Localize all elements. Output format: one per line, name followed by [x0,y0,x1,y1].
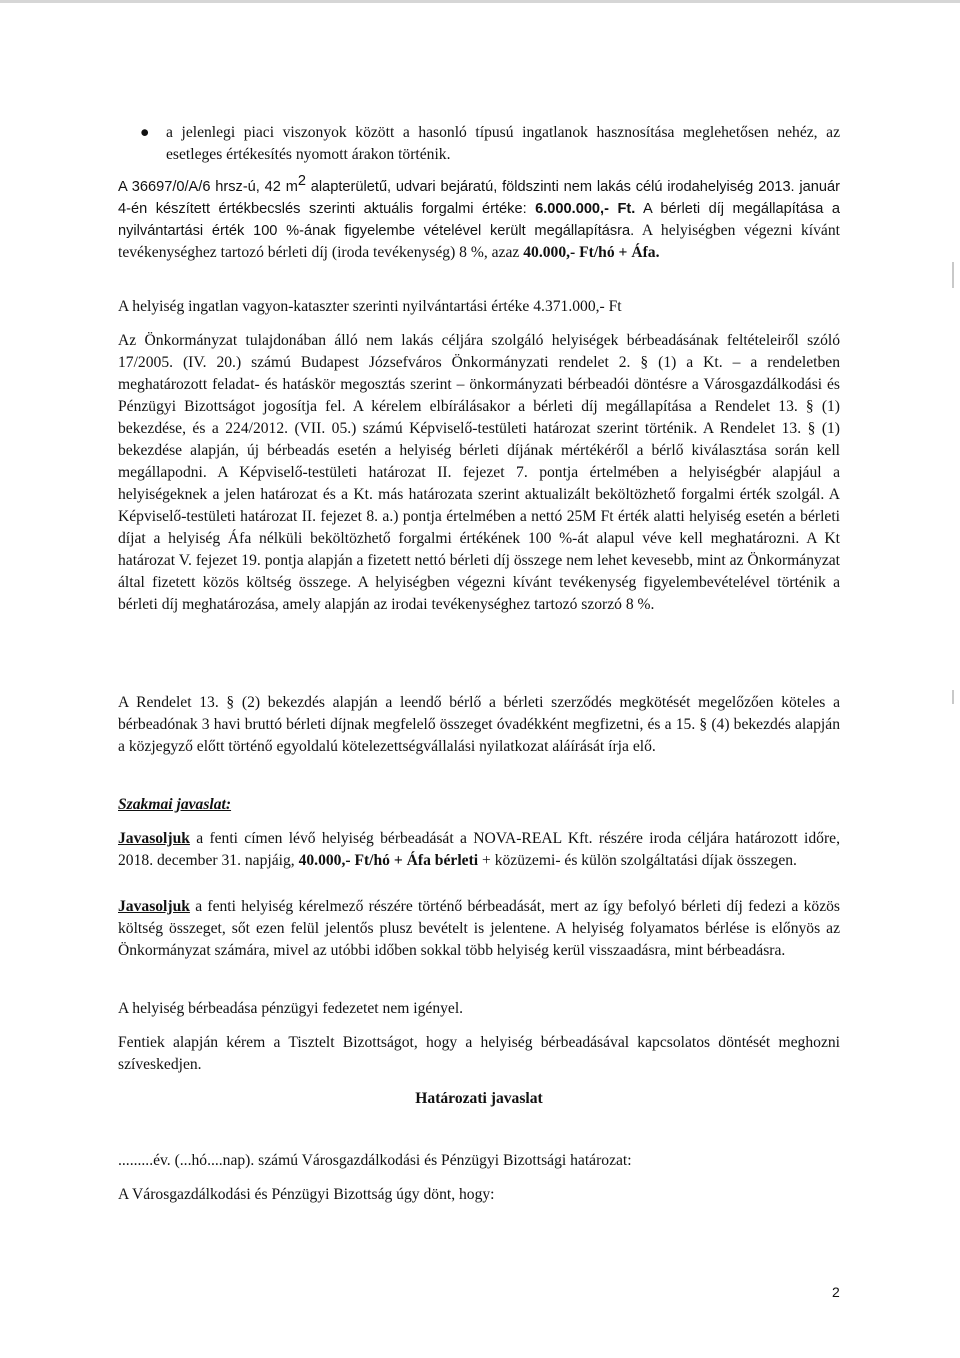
rent-amount: 40.000,- Ft/hó + Áfa. [523,244,660,261]
proposal-lead: Javasoljuk [118,830,190,847]
resolution-intro: A Városgazdálkodási és Pénzügyi Bizottság úgy dönt, hogy: [118,1186,495,1203]
resolution-title: Határozati javaslat [415,1090,543,1107]
valuation-text-a: A 36697/0/A/6 hrsz-ú, 42 m [118,179,298,195]
valuation-text-c: A bérleti díj megállapítása a nyilvántartási érték 100 %-ának figyelembe vételével került megállapításra. [118,201,840,239]
section-heading-text: Szakmai javaslat: [118,796,232,813]
valuation-amount: 6.000.000,- Ft. [535,201,636,217]
proposal-amount: 40.000,- Ft/hó + Áfa bérleti [298,852,479,869]
rent-text: A helyiségben végezni kívánt tevékenységhez tartozó bérleti díj (iroda tevékenység) 8 %, azaz [118,222,840,261]
paragraph-proposal-1 [118,828,840,872]
paragraph-proposal-2 [118,896,840,962]
bullet-icon: ● [140,124,150,141]
proposal-text: a fenti helyiség kérelmező részére történő bérbeadását, mert az így befolyó bérleti díj fedezi a közös költség összeget, sőt ezen felül jelentős plusz bevételt is jelentene. A helyiség folyamatos bérlése is előnyös az Önkormányzat számára, mivel az utóbbi időben sokkal több helyiség kerül visszaadásra, mint bérbeadásra. [118,898,840,959]
paragraph-valuation [118,172,840,264]
bullet-paragraph: a jelenlegi piaci viszonyok között a hasonló típusú ingatlanok hasznosítása meglehetősen nehéz, az esetleges értékesítés nyomott árakon történik. [166,124,840,163]
superscript: 2 [297,172,306,189]
scan-edge [0,0,960,3]
paragraph-funding: A helyiség bérbeadása pénzügyi fedezetet nem igényel. [118,1000,464,1017]
paragraph-cadastre: A helyiség ingatlan vagyon-kataszter szerinti nyilvántartási értéke 4.371.000,- Ft [118,298,622,315]
section-heading [118,794,840,816]
paragraph-deposit: A Rendelet 13. § (2) bekezdés alapján a leendő bérlő a bérleti szerződés megkötését megelőzően köteles a bérbeadónak 3 havi bruttó bérleti díjnak megfelelő összeget óvadékként megfizetni, és a 15. § (4) bekezdés alapján a közjegyző előtt történő egyoldalú kötelezettségvállalási nyilatkozat aláírását írja elő. [118,694,840,755]
proposal-text-b: + közüzemi- és külön szolgáltatási díjak összegen. [478,852,797,869]
paragraph-request: Fentiek alapján kérem a Tisztelt Bizottságot, hogy a helyiség bérbeadásával kapcsolatos döntését meghozni szíveskedjen. [118,1034,840,1073]
scan-margin-mark [952,262,954,288]
paragraph-regulation: Az Önkormányzat tulajdonában álló nem lakás céljára szolgáló helyiségek bérbeadásának feltételeiről szóló 17/2005. (IV. 20.) számú Budapest Józsefváros Önkormányzati rendelet 2. § (1) a Kt. – a rendeletben meghatározott feladat- és hatáskör megosztás szerint – önkormányzati bérbeadói döntésre a Városgazdálkodási és Pénzügyi Bizottságot jogosítja fel. A kérelem elbírálásakor a bérleti díj megállapítása a Rendelet 13. § (1) bekezdése, és a 224/2012. (VII. 05.) számú Képviselő-testületi határozat szerint történik. A Rendelet 13. § (1) bekezdése alapján, új bérbeadás esetén a helyiség bérleti díjának mértékéről a bérlő kiválasztása során kell megállapodni. A Képviselő-testületi határozat II. fejezet 7. pontja értelmében a helyiségbér alapjául a helyiségeknek a jelen határozat és a Kt. más határozata szerint aktualizált beköltözhető forgalmi érték szolgál. A Képviselő-testületi határozat II. fejezet 8. a.) pontja értelmében a nettó 25M Ft érték alatti helyiség esetén a bérleti díjat a helyiség Áfa nélküli beköltözhető forgalmi értékének 100 %-át alapul véve kell meghatározni. A Kt határozat V. fejezet 19. pontja alapján a fizetett nettó bérleti díj összege nem lehet kevesebb, mint az Önkormányzat által fizetett közös költség összege. A helyiségben végezni kívánt tevékenység figyelembevételével történik a bérleti díj meghatározása, amely alapján az irodai tevékenységhez tartozó szorzó 8 %. [118,332,840,613]
scan-margin-mark [952,690,954,704]
proposal-lead: Javasoljuk [118,898,190,915]
resolution-number-line: .........év. (...hó....nap). számú Városgazdálkodási és Pénzügyi Bizottsági határozat: [118,1152,632,1169]
valuation-text-b: alapterületű, udvari bejáratú, földszinti nem lakás célú irodahelyiség 2013. január 4-én készített értékbecslés szerinti aktuális forgalmi értéke: [118,179,840,217]
page-number: 2 [832,1284,840,1300]
proposal-text-a: a fenti címen lévő helyiség bérbeadását a NOVA-REAL Kft. részére iroda céljára határozott időre, 2018. december 31. napjáig, [118,830,840,869]
